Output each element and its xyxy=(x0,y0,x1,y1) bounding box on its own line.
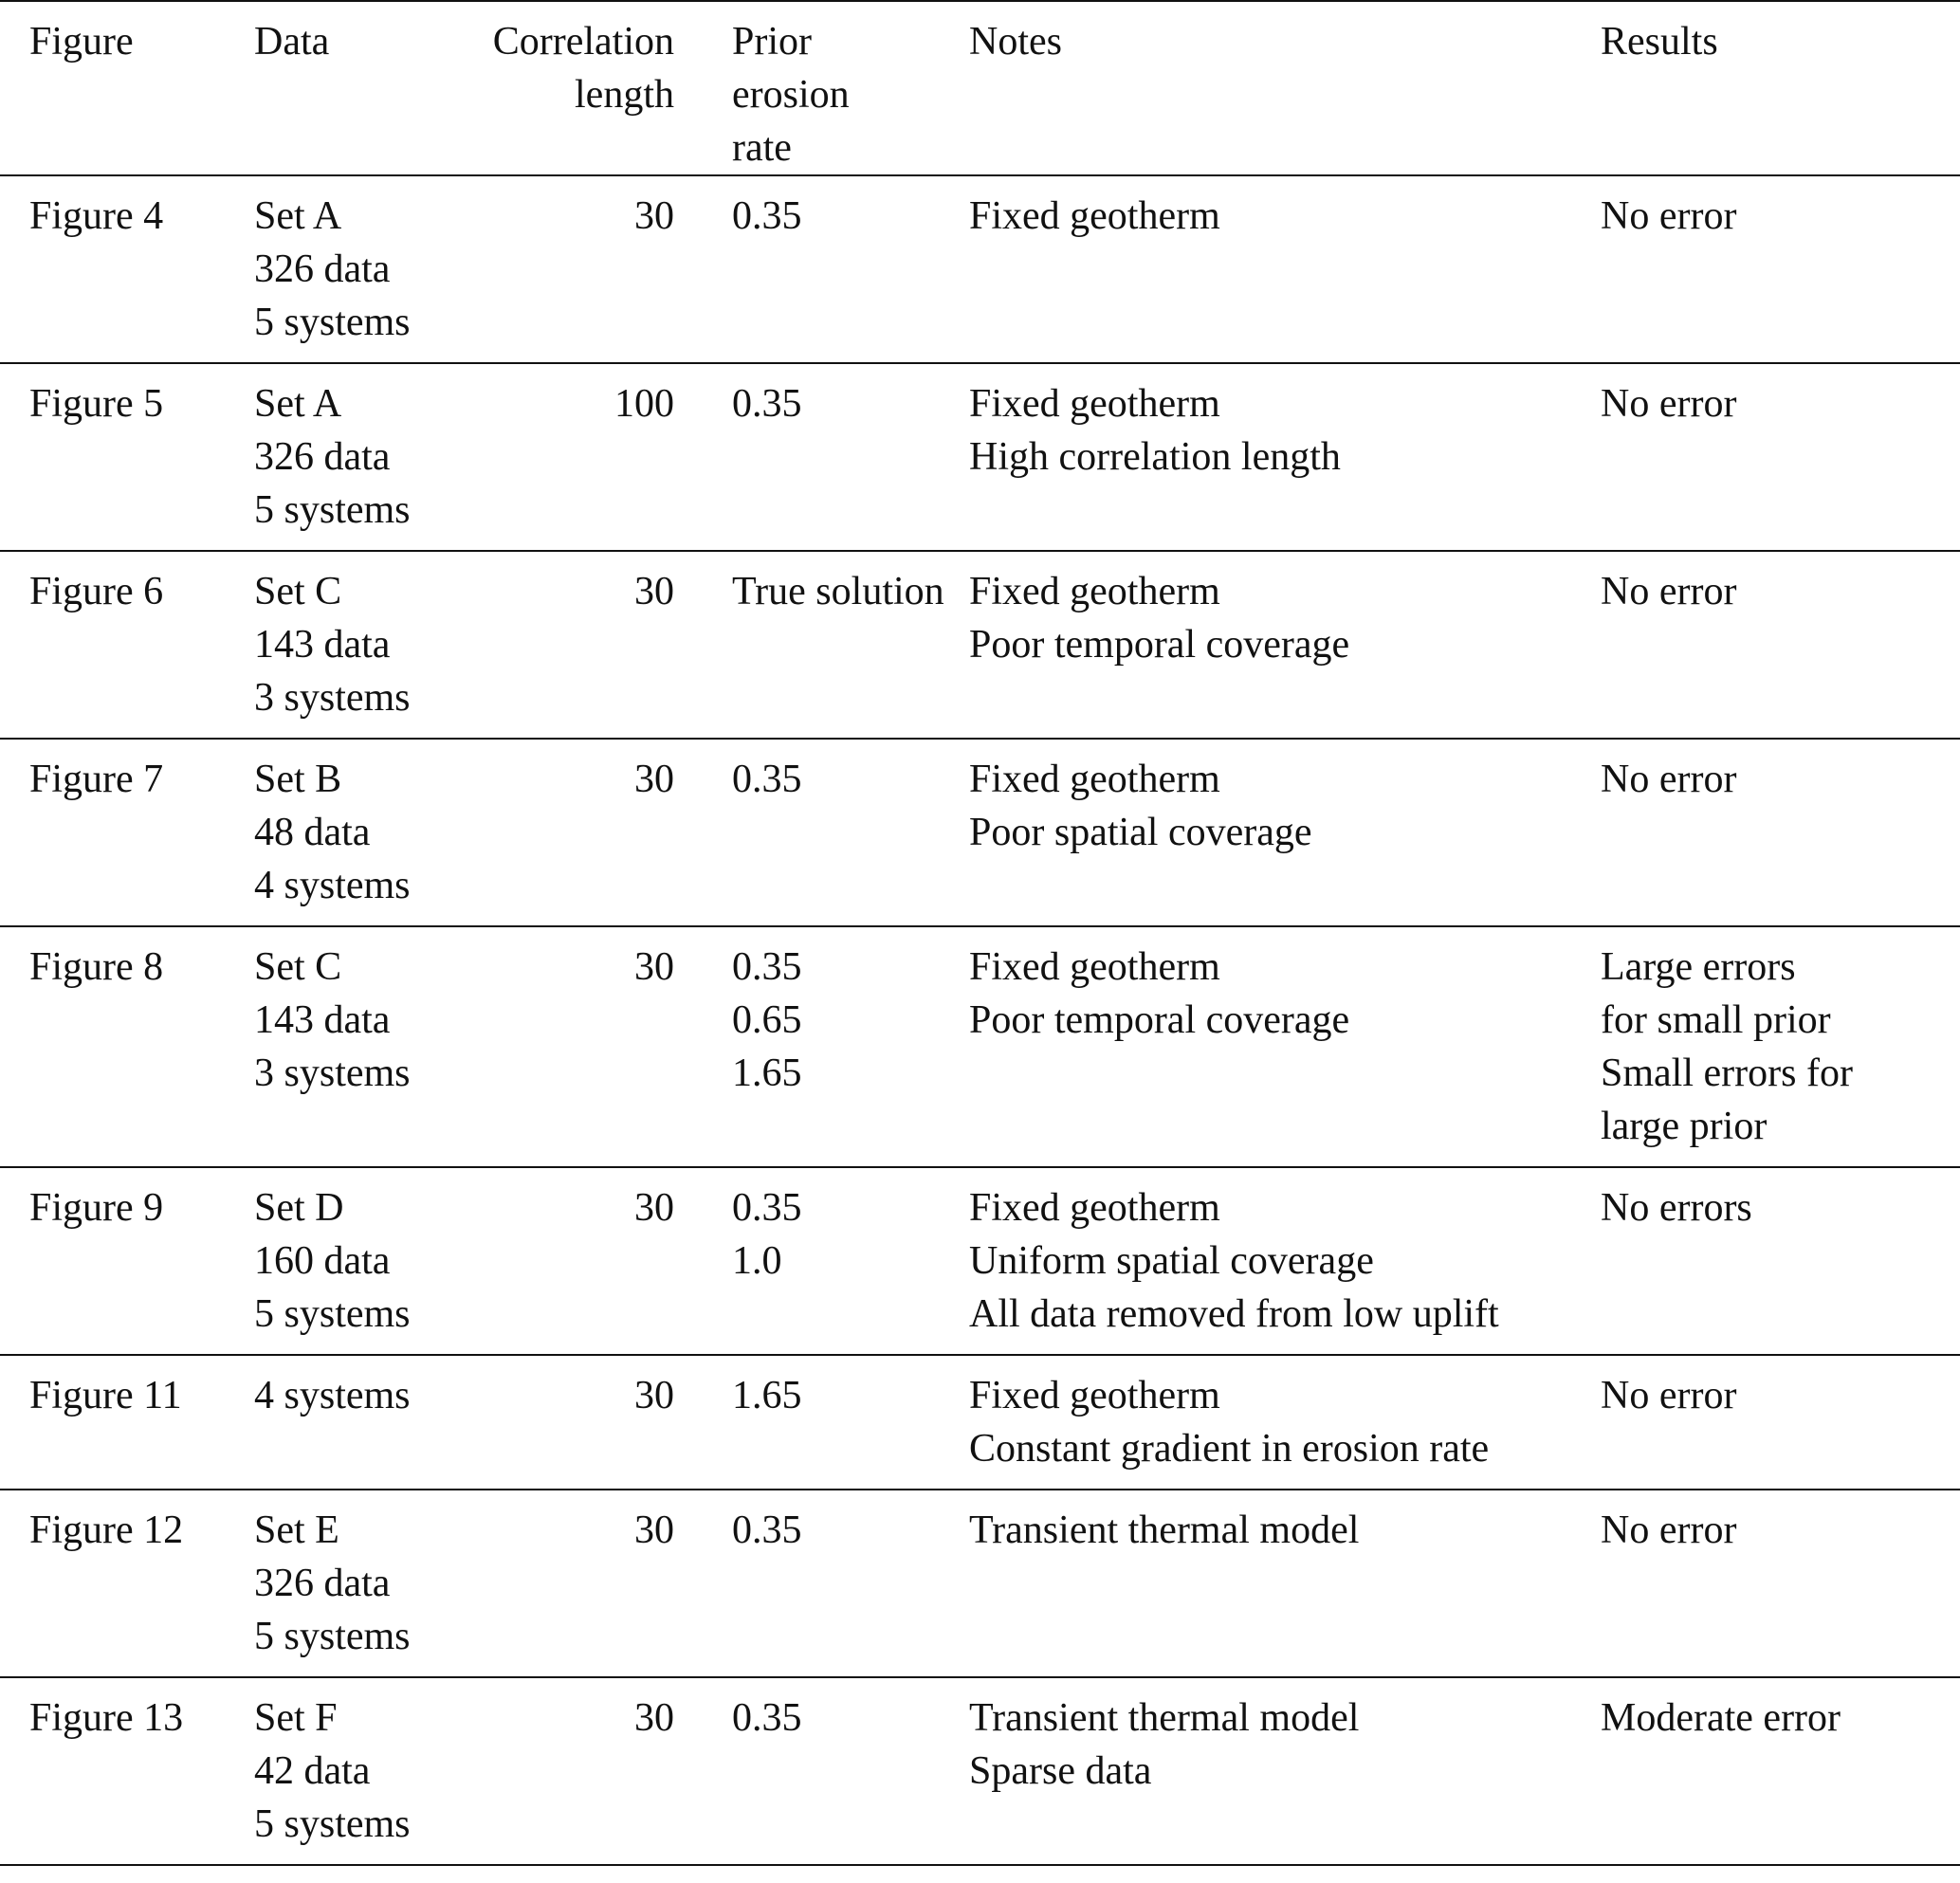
cell-prior-erosion-rate-line: 0.35 xyxy=(732,194,802,238)
cell-correlation-length xyxy=(470,363,674,551)
cell-notes-line: Sparse data xyxy=(969,1749,1152,1793)
table-row xyxy=(0,926,1960,1167)
cell-data-line: Set B xyxy=(254,758,342,801)
cell-correlation-length xyxy=(470,1677,674,1865)
cell-data-line: 326 data xyxy=(254,435,391,479)
cell-figure xyxy=(0,739,254,926)
cell-figure-text: Figure 5 xyxy=(29,382,164,426)
cell-data xyxy=(254,926,470,1167)
cell-notes-line: All data removed from low uplift xyxy=(969,1292,1499,1336)
cell-data-line: 5 systems xyxy=(254,301,411,344)
table-row xyxy=(0,175,1960,363)
cell-correlation-length-text: 30 xyxy=(634,1186,674,1230)
cell-data-line: 42 data xyxy=(254,1749,371,1793)
cell-notes-line: Constant gradient in erosion rate xyxy=(969,1427,1490,1471)
cell-figure xyxy=(0,926,254,1167)
header-correlation-length: Correlation length xyxy=(492,20,674,117)
cell-correlation-length-text: 100 xyxy=(614,382,674,426)
table-row xyxy=(0,1490,1960,1677)
cell-figure xyxy=(0,1355,254,1490)
cell-data-line: Set C xyxy=(254,945,342,989)
cell-correlation-length-text: 30 xyxy=(634,1696,674,1740)
cell-data-line: 5 systems xyxy=(254,1292,411,1336)
cell-data-line: Set D xyxy=(254,1186,344,1230)
cell-data xyxy=(254,1355,470,1490)
table-row xyxy=(0,1167,1960,1355)
cell-results xyxy=(1601,739,1960,926)
table-row xyxy=(0,1355,1960,1490)
cell-correlation-length xyxy=(470,175,674,363)
cell-correlation-length xyxy=(470,926,674,1167)
cell-prior-erosion-rate xyxy=(674,1490,969,1677)
cell-figure-text: Figure 12 xyxy=(29,1508,184,1552)
cell-prior-erosion-rate-line: 0.65 xyxy=(732,998,802,1042)
header-prior-erosion-rate: Prior erosion rate xyxy=(732,20,850,170)
cell-data xyxy=(254,1490,470,1677)
cell-prior-erosion-rate xyxy=(674,363,969,551)
cell-prior-erosion-rate-line: 0.35 xyxy=(732,1186,802,1230)
table-header xyxy=(0,1,1960,175)
cell-data-line: 143 data xyxy=(254,623,391,667)
cell-results xyxy=(1601,926,1960,1167)
cell-data-line: Set F xyxy=(254,1696,338,1740)
cell-results-line: large prior xyxy=(1601,1105,1768,1148)
cell-figure-text: Figure 8 xyxy=(29,945,164,989)
cell-results-line: Large errors xyxy=(1601,945,1796,989)
cell-prior-erosion-rate-line: 1.0 xyxy=(732,1239,782,1283)
cell-prior-erosion-rate xyxy=(674,1167,969,1355)
cell-prior-erosion-rate-line: 0.35 xyxy=(732,945,802,989)
cell-figure xyxy=(0,1167,254,1355)
cell-data-line: 326 data xyxy=(254,1562,391,1605)
cell-results-line: for small prior xyxy=(1601,998,1831,1042)
cell-figure-text: Figure 13 xyxy=(29,1696,184,1740)
cell-prior-erosion-rate-line: True solution xyxy=(732,570,944,613)
cell-notes-line: Fixed geotherm xyxy=(969,570,1220,613)
cell-prior-erosion-rate xyxy=(674,1355,969,1490)
cell-data xyxy=(254,551,470,739)
cell-data xyxy=(254,363,470,551)
cell-notes xyxy=(969,175,1601,363)
header-row xyxy=(0,1,1960,175)
cell-correlation-length-text: 30 xyxy=(634,945,674,989)
header-notes: Notes xyxy=(969,20,1062,64)
cell-data xyxy=(254,739,470,926)
cell-notes-line: Fixed geotherm xyxy=(969,194,1220,238)
cell-data-line: Set A xyxy=(254,194,342,238)
cell-notes-line: Fixed geotherm xyxy=(969,1374,1220,1417)
cell-notes xyxy=(969,1677,1601,1865)
cell-notes-line: Uniform spatial coverage xyxy=(969,1239,1374,1283)
cell-prior-erosion-rate-line: 1.65 xyxy=(732,1374,802,1417)
cell-results xyxy=(1601,1677,1960,1865)
cell-notes-line: Transient thermal model xyxy=(969,1508,1360,1552)
cell-correlation-length xyxy=(470,551,674,739)
cell-prior-erosion-rate-line: 0.35 xyxy=(732,1696,802,1740)
cell-results xyxy=(1601,1167,1960,1355)
cell-notes xyxy=(969,551,1601,739)
cell-figure-text: Figure 11 xyxy=(29,1374,182,1417)
table-row xyxy=(0,551,1960,739)
cell-prior-erosion-rate-line: 0.35 xyxy=(732,1508,802,1552)
cell-results-line: No error xyxy=(1601,1374,1737,1417)
cell-prior-erosion-rate xyxy=(674,551,969,739)
cell-data-line: 4 systems xyxy=(254,864,411,907)
cell-figure xyxy=(0,175,254,363)
cell-prior-erosion-rate-line: 1.65 xyxy=(732,1051,802,1095)
cell-results-line: No error xyxy=(1601,570,1737,613)
cell-results-line: Moderate error xyxy=(1601,1696,1841,1740)
cell-prior-erosion-rate xyxy=(674,175,969,363)
cell-results xyxy=(1601,175,1960,363)
cell-notes-line: Fixed geotherm xyxy=(969,758,1220,801)
cell-notes xyxy=(969,739,1601,926)
cell-figure xyxy=(0,1490,254,1677)
cell-correlation-length-text: 30 xyxy=(634,1508,674,1552)
cell-data-line: Set A xyxy=(254,382,342,426)
cell-data-line: 5 systems xyxy=(254,1615,411,1658)
cell-results-line: Small errors for xyxy=(1601,1051,1853,1095)
cell-data xyxy=(254,1167,470,1355)
cell-data-line: 4 systems xyxy=(254,1374,411,1417)
cell-notes-line: Poor temporal coverage xyxy=(969,998,1350,1042)
header-results: Results xyxy=(1601,20,1718,64)
cell-figure-text: Figure 9 xyxy=(29,1186,164,1230)
cell-notes-line: High correlation length xyxy=(969,435,1341,479)
cell-notes-line: Fixed geotherm xyxy=(969,945,1220,989)
cell-data-line: Set E xyxy=(254,1508,339,1552)
cell-figure-text: Figure 4 xyxy=(29,194,164,238)
cell-data xyxy=(254,1677,470,1865)
cell-figure xyxy=(0,363,254,551)
cell-notes-line: Fixed geotherm xyxy=(969,1186,1220,1230)
cell-notes-line: Fixed geotherm xyxy=(969,382,1220,426)
cell-results-line: No error xyxy=(1601,1508,1737,1552)
cell-results-line: No error xyxy=(1601,758,1737,801)
cell-prior-erosion-rate xyxy=(674,926,969,1167)
table-row xyxy=(0,363,1960,551)
cell-notes xyxy=(969,926,1601,1167)
cell-notes xyxy=(969,1490,1601,1677)
cell-data-line: 5 systems xyxy=(254,1802,411,1846)
cell-prior-erosion-rate xyxy=(674,1677,969,1865)
cell-results-line: No error xyxy=(1601,382,1737,426)
cell-data xyxy=(254,175,470,363)
cell-results xyxy=(1601,1355,1960,1490)
cell-notes-line: Poor spatial coverage xyxy=(969,811,1312,854)
cell-notes xyxy=(969,363,1601,551)
cell-correlation-length xyxy=(470,1355,674,1490)
cell-notes xyxy=(969,1167,1601,1355)
cell-results-line: No errors xyxy=(1601,1186,1752,1230)
cell-correlation-length-text: 30 xyxy=(634,194,674,238)
cell-data-line: 326 data xyxy=(254,247,391,291)
cell-data-line: 5 systems xyxy=(254,488,411,532)
cell-data-line: 48 data xyxy=(254,811,371,854)
cell-correlation-length-text: 30 xyxy=(634,758,674,801)
cell-results xyxy=(1601,551,1960,739)
cell-prior-erosion-rate-line: 0.35 xyxy=(732,758,802,801)
cell-data-line: 160 data xyxy=(254,1239,391,1283)
cell-results xyxy=(1601,1490,1960,1677)
cell-correlation-length-text: 30 xyxy=(634,1374,674,1417)
cell-correlation-length-text: 30 xyxy=(634,570,674,613)
table-row xyxy=(0,739,1960,926)
cell-prior-erosion-rate-line: 0.35 xyxy=(732,382,802,426)
cell-notes-line: Poor temporal coverage xyxy=(969,623,1350,667)
cell-correlation-length xyxy=(470,739,674,926)
table-body xyxy=(0,175,1960,1865)
cell-results xyxy=(1601,363,1960,551)
cell-correlation-length xyxy=(470,1490,674,1677)
header-figure: Figure xyxy=(29,20,134,64)
cell-notes-line: Transient thermal model xyxy=(969,1696,1360,1740)
cell-figure xyxy=(0,1677,254,1865)
header-data: Data xyxy=(254,20,330,64)
cell-prior-erosion-rate xyxy=(674,739,969,926)
cell-data-line: 143 data xyxy=(254,998,391,1042)
cell-figure xyxy=(0,551,254,739)
cell-data-line: Set C xyxy=(254,570,342,613)
table-row xyxy=(0,1677,1960,1865)
cell-figure-text: Figure 7 xyxy=(29,758,164,801)
cell-data-line: 3 systems xyxy=(254,1051,411,1095)
cell-correlation-length xyxy=(470,1167,674,1355)
cell-notes xyxy=(969,1355,1601,1490)
cell-results-line: No error xyxy=(1601,194,1737,238)
cell-figure-text: Figure 6 xyxy=(29,570,164,613)
cell-data-line: 3 systems xyxy=(254,676,411,720)
